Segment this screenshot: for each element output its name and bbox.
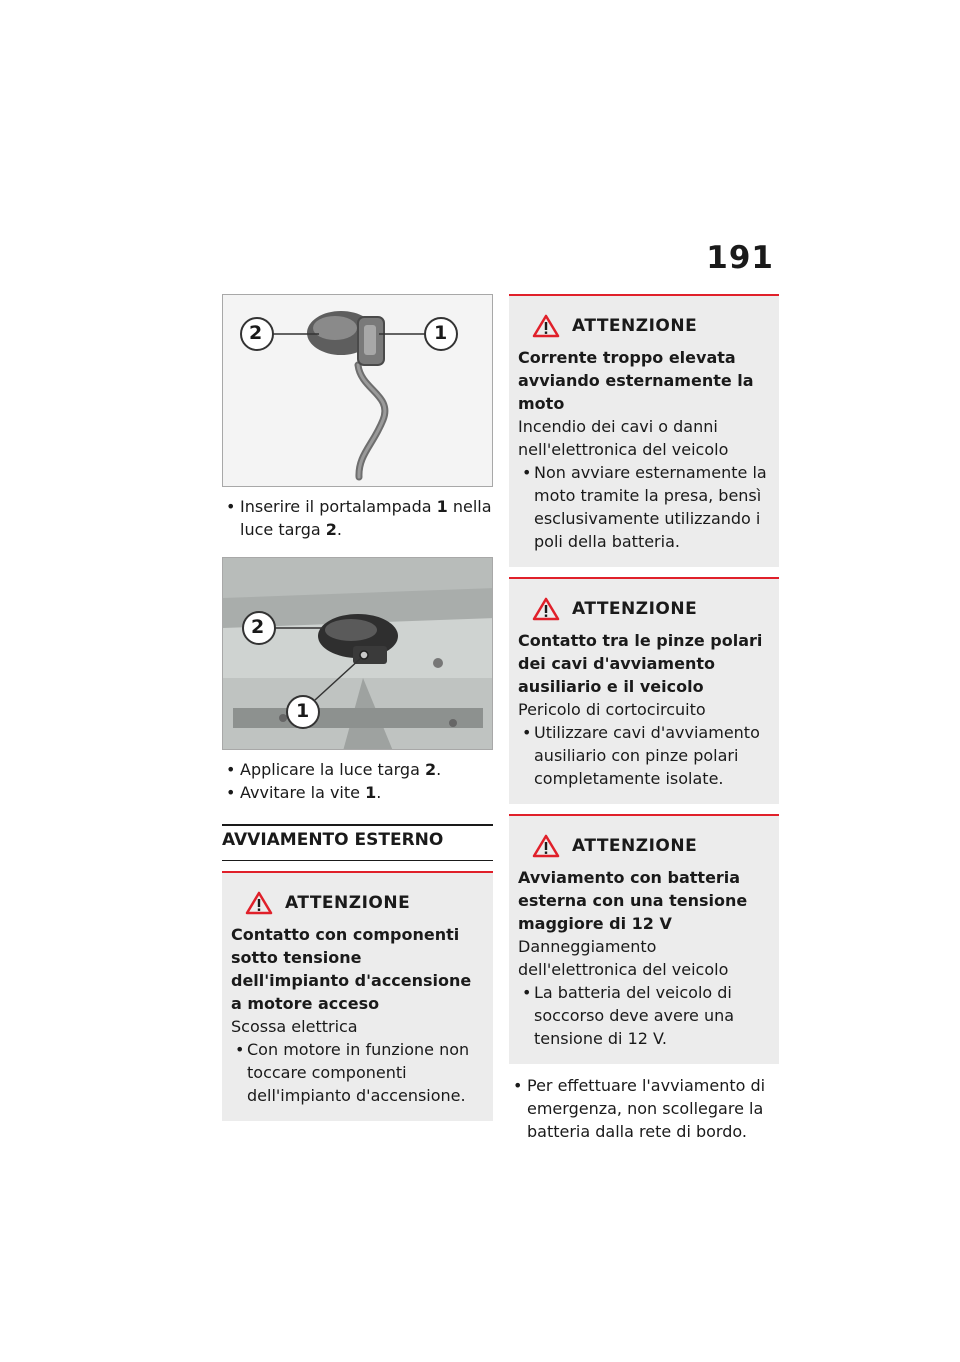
warning-action: • Non avviare esternamente la moto tramite la presa, bensì esclusivamente utilizzando i poli della batteria.	[518, 461, 771, 553]
right-column	[509, 294, 779, 1143]
warning-triangle-icon	[532, 597, 560, 621]
warning-triangle-icon	[245, 891, 273, 915]
figure-license-plate-light	[222, 557, 493, 750]
warning-actions	[231, 1038, 485, 1107]
warning-actions	[518, 721, 771, 790]
step-screw: • Avvitare la vite 1.	[222, 781, 493, 804]
warning-consequence: Incendio dei cavi o danni nell'elettronica del veicolo	[518, 417, 729, 459]
warning-box-voltage	[509, 814, 779, 1064]
warning-consequence: Danneggiamento dell'elettronica del veicolo	[518, 937, 729, 979]
steps-apply	[222, 758, 493, 804]
warning-label: ATTENZIONE	[285, 893, 411, 913]
warning-action: • Con motore in funzione non toccare componenti dell'impianto d'accensione.	[231, 1038, 485, 1107]
warning-label: ATTENZIONE	[572, 836, 698, 856]
steps-final	[509, 1074, 779, 1143]
callout-1: 1	[296, 700, 310, 722]
warning-title: Avviamento con batteria esterna con una tensione maggiore di 12 V	[518, 868, 748, 933]
page-number: 191	[706, 240, 774, 276]
warning-triangle-icon	[532, 314, 560, 338]
warning-consequence: Scossa elettrica	[231, 1017, 358, 1036]
warning-triangle-icon	[532, 834, 560, 858]
steps-insert	[222, 495, 493, 541]
callout-1: 1	[434, 322, 448, 344]
callout-2: 2	[249, 322, 263, 344]
warning-box-current	[509, 294, 779, 567]
left-column	[222, 294, 493, 1121]
warning-box-clamps	[509, 577, 779, 804]
warning-actions	[518, 981, 771, 1050]
step-insert-lamp-holder: • Inserire il portalampada 1 nella luce targa 2.	[222, 495, 493, 541]
warning-title: Contatto con componenti sotto tensione dell'impianto d'accensione a motore acceso	[231, 925, 472, 1013]
warning-title: Corrente troppo elevata avviando esternamente la moto	[518, 348, 754, 413]
warning-label: ATTENZIONE	[572, 316, 698, 336]
lamp-holder-illustration	[223, 295, 493, 487]
callout-2: 2	[251, 616, 265, 638]
plate-light-illustration	[223, 558, 493, 750]
warning-consequence: Pericolo di cortocircuito	[518, 700, 706, 719]
warning-actions	[518, 461, 771, 553]
figure-license-lamp-holder	[222, 294, 493, 487]
step-no-disconnect: • Per effettuare l'avviamento di emergenza, non scollegare la batteria dalla rete di bordo.	[509, 1074, 779, 1143]
warning-box-ignition	[222, 871, 493, 1121]
warning-title: Contatto tra le pinze polari dei cavi d'avviamento ausiliario e il veicolo	[518, 631, 763, 696]
warning-label: ATTENZIONE	[572, 599, 698, 619]
step-apply-plate-light: • Applicare la luce targa 2.	[222, 758, 493, 781]
section-title: AVVIAMENTO ESTERNO	[222, 824, 493, 861]
warning-action: • La batteria del veicolo di soccorso deve avere una tensione di 12 V.	[518, 981, 771, 1050]
warning-action: • Utilizzare cavi d'avviamento ausiliario con pinze polari completamente isolate.	[518, 721, 771, 790]
